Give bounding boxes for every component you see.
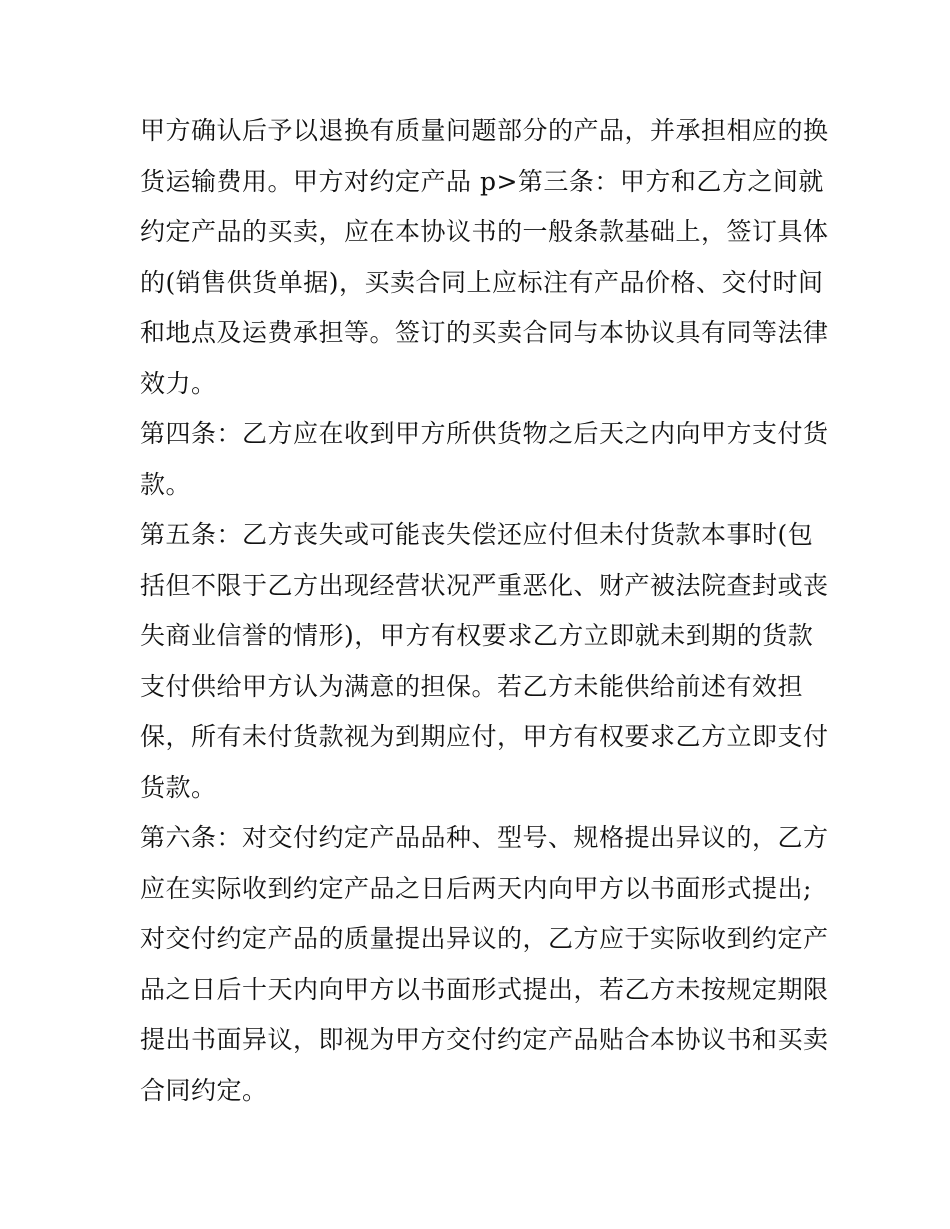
text-line: 效力。 xyxy=(140,368,217,398)
text-line: 第四条：乙方应在收到甲方所供货物之后天之内向甲方支付货 xyxy=(140,419,829,448)
text-line: 货款。 xyxy=(140,772,217,802)
text-line: 约定产品的买卖，应在本协议书的一般条款基础上，签订具体 xyxy=(140,217,829,246)
text-line: 的(销售供货单据)，买卖合同上应标注有产品价格、交付时间 xyxy=(140,267,824,297)
text-line: 保，所有未付货款视为到期应付，甲方有权要求乙方立即支付 xyxy=(140,722,829,751)
text-line: 失商业信誉的情形)，甲方有权要求乙方立即就未到期的货款 xyxy=(140,621,814,650)
text-line: 对交付约定产品的质量提出异议的，乙方应于实际收到约定产 xyxy=(140,924,829,953)
text-line: 支付供给甲方认为满意的担保。若乙方未能供给前述有效担 xyxy=(140,671,804,701)
text-line: 和地点及运费承担等。签订的买卖合同与本协议具有同等法律 xyxy=(140,318,829,347)
text-line: 第五条：乙方丧失或可能丧失偿还应付但未付货款本事时(包 xyxy=(140,520,814,549)
contract-body-text xyxy=(140,106,829,1116)
text-line: 合同约定。 xyxy=(140,1075,268,1105)
text-line: 甲方确认后予以退换有质量问题部分的产品，并承担相应的换 xyxy=(140,116,829,145)
text-line: 应在实际收到约定产品之日后两天内向甲方以书面形式提出; xyxy=(140,873,812,903)
text-line: 款。 xyxy=(140,469,192,499)
text-line: 括但不限于乙方出现经营状况严重恶化、财产被法院查封或丧 xyxy=(140,570,829,600)
text-line: 品之日后十天内向甲方以书面形式提出，若乙方未按规定期限 xyxy=(140,974,829,1004)
text-line: 提出书面异议，即视为甲方交付约定产品贴合本协议书和买卖 xyxy=(140,1025,829,1054)
text-line: 第六条：对交付约定产品品种、型号、规格提出异议的，乙方 xyxy=(140,823,829,852)
text-line: 货运输费用。甲方对约定产品 p>第三条：甲方和乙方之间就 xyxy=(140,166,824,196)
